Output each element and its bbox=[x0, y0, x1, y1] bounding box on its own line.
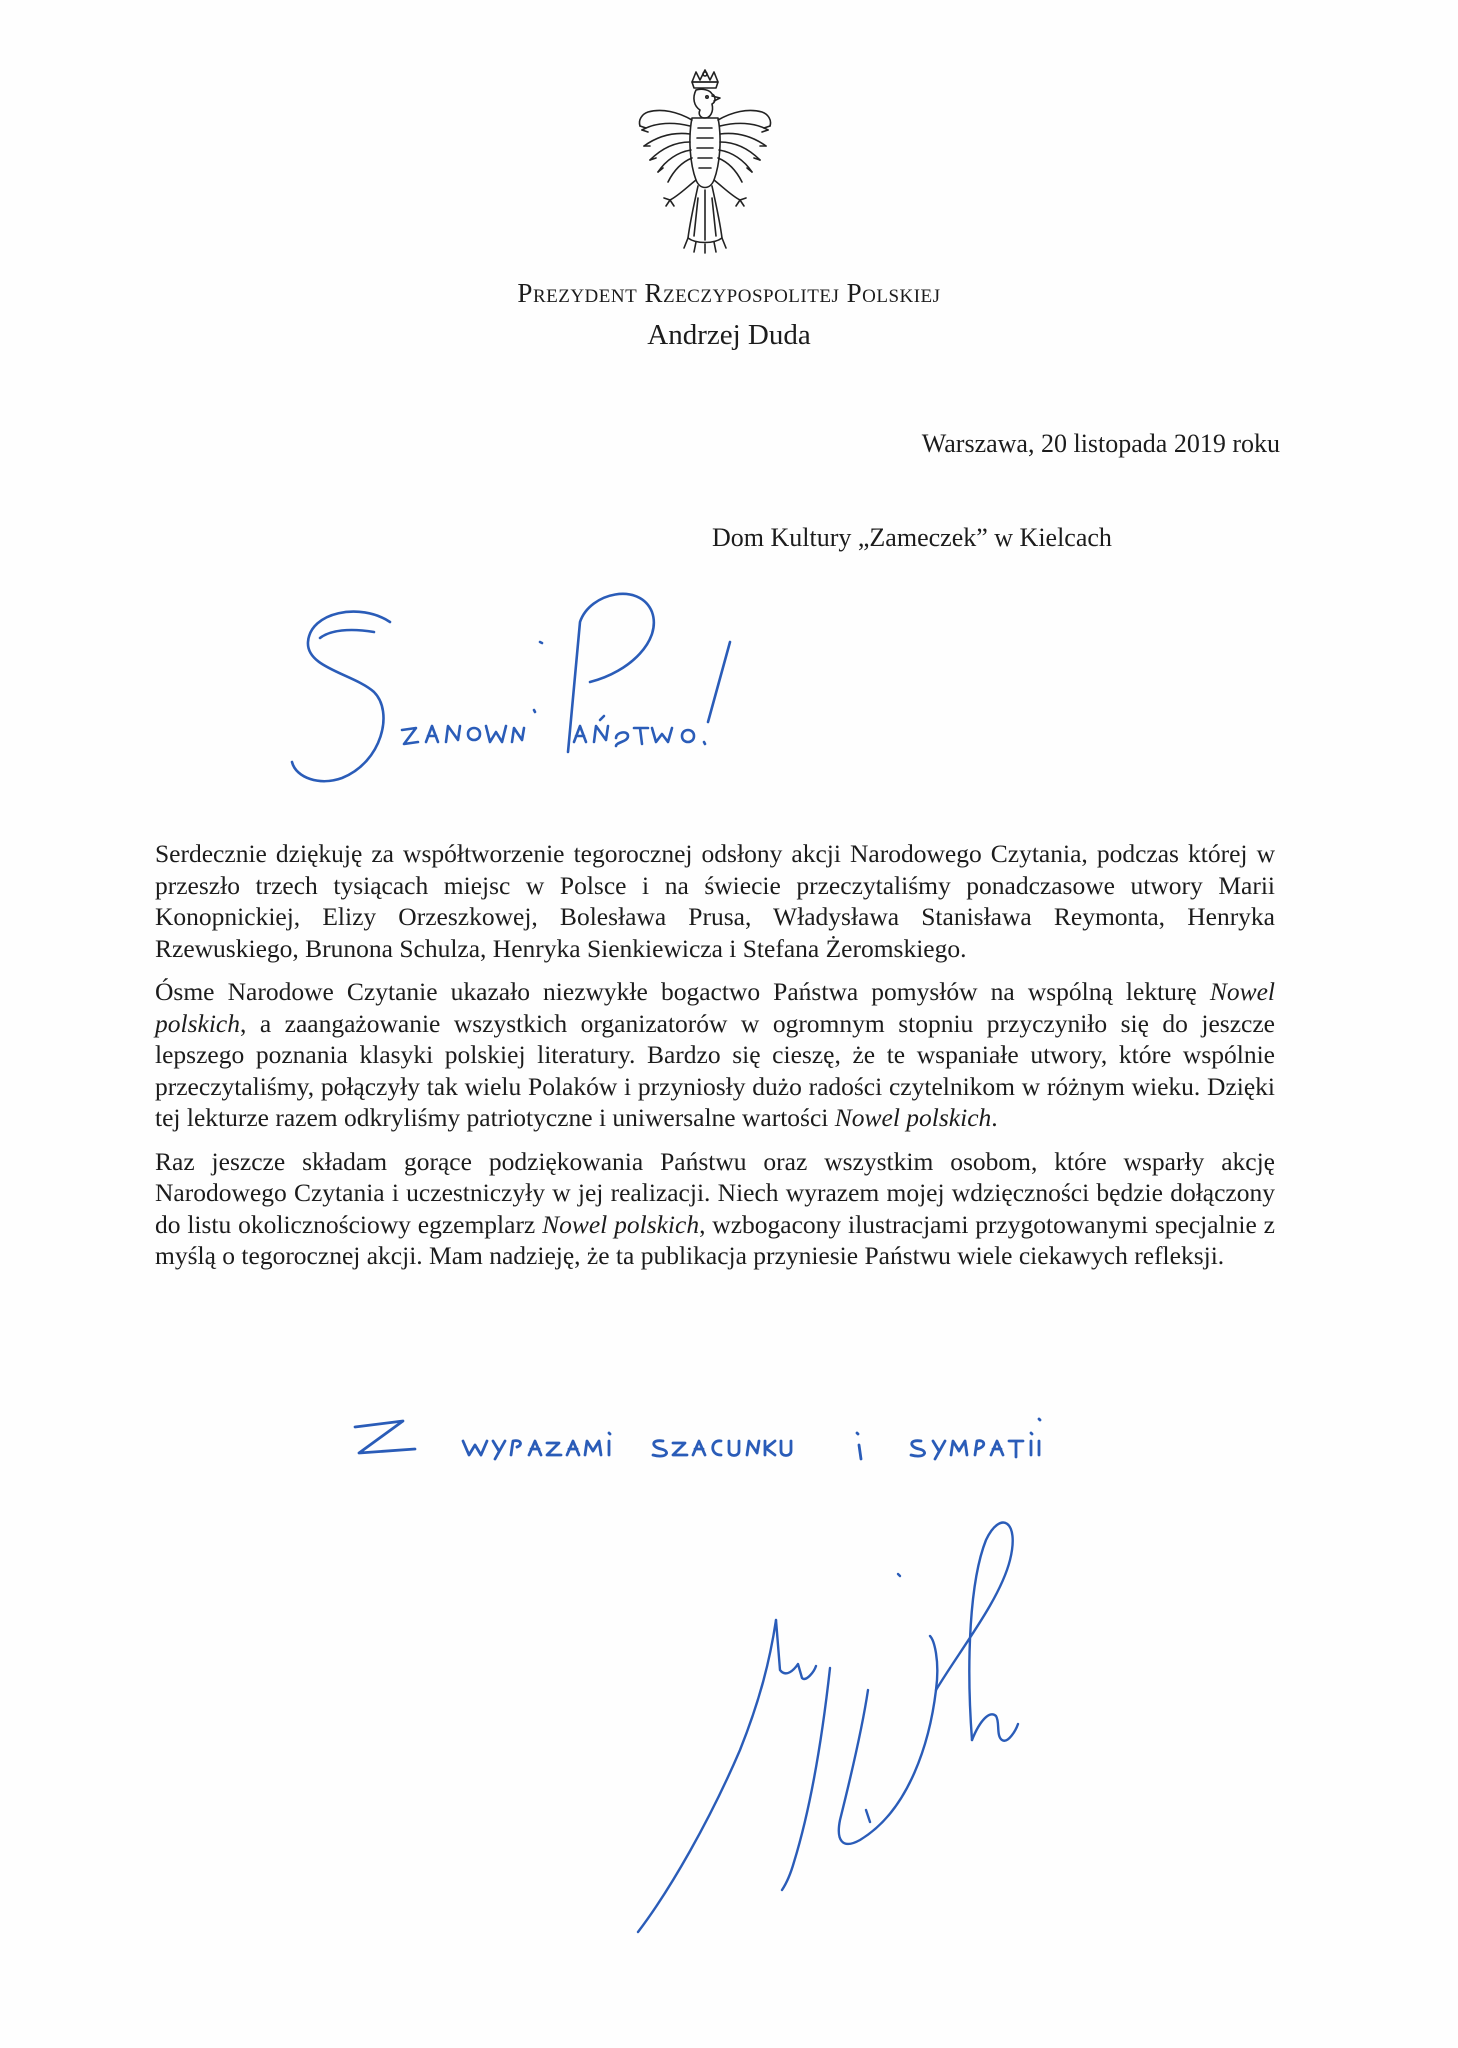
paragraph-3 bbox=[155, 1146, 1275, 1272]
book-title-reference: Nowel polskich bbox=[834, 1103, 992, 1132]
paragraph-2-text-b: , a zaangażowanie wszystkich organizatorów w ogromnym stopniu przyczyniło się do jeszcze lepszego poznania klasyki polskiej literatury. Bardzo się cieszę, że te wspaniałe utwory, które wspólnie przeczytaliśmy, połączyły tak wielu Polaków i przyniosły dużo radości czytelnikom w różnym wieku. Dzięki tej lekturze razem odkryliśmy patriotyczne i uniwersalne wartości bbox=[155, 1008, 1275, 1132]
date-line: Warszawa, 20 listopada 2019 roku bbox=[921, 429, 1280, 458]
office-holder-name: Andrzej Duda bbox=[647, 319, 811, 351]
recipient-line: Dom Kultury „Zameczek” w Kielcach bbox=[712, 523, 1112, 552]
paragraph-3-text-a: Raz jeszcze składam gorące podziękowania Państwu oraz wszystkim osobom, które wsparły akcję Narodowego Czytania i uczestniczyły w jej realizacji. Niech wyrazem mojej wdzięczności będzie dołączony do listu okolicznościowy egzemplarz bbox=[155, 1146, 1275, 1239]
book-title-reference: Nowel polskich bbox=[542, 1209, 700, 1239]
handwritten-signature bbox=[630, 1500, 1210, 1960]
paragraph-3-text-b: , wzbogacony ilustracjami przygotowanymi specjalnie z myślą o tegorocznej akcji. Mam nadzieję, że ta publikacja przyniesie Państwu wiele ciekawych refleksji. bbox=[155, 1209, 1275, 1270]
office-title: Prezydent Rzeczypospolitej Polskiej bbox=[517, 278, 941, 308]
book-title-reference: Nowel polskich bbox=[155, 977, 1275, 1038]
letter-body bbox=[155, 838, 1275, 1284]
white-eagle-emblem-icon bbox=[630, 68, 780, 254]
handwritten-closing bbox=[345, 1395, 1205, 1475]
letterhead bbox=[0, 276, 1458, 356]
paragraph-2 bbox=[155, 976, 1275, 1134]
paragraph-1: Serdecznie dziękuję za współtworzenie tegorocznej odsłony akcji Narodowego Czytania, podczas której w przeszło trzech tysiącach miejsc w Polsce i na świecie przeczytaliśmy ponadczasowe utwory Marii Konopnickiej, Elizy Orzeszkowej, Bolesława Prusa, Władysława Stanisława Reymonta, Henryka Rzewuskiego, Brunona Schulza, Henryka Sienkiewicza i Stefana Żeromskiego. bbox=[155, 839, 1275, 963]
handwritten-salutation bbox=[290, 582, 880, 797]
paragraph-2-text-a: Ósme Narodowe Czytanie ukazało niezwykłe bogactwo Państwa pomysłów na wspólną lekturę bbox=[155, 977, 1210, 1006]
paragraph-2-text-c: . bbox=[991, 1103, 998, 1132]
